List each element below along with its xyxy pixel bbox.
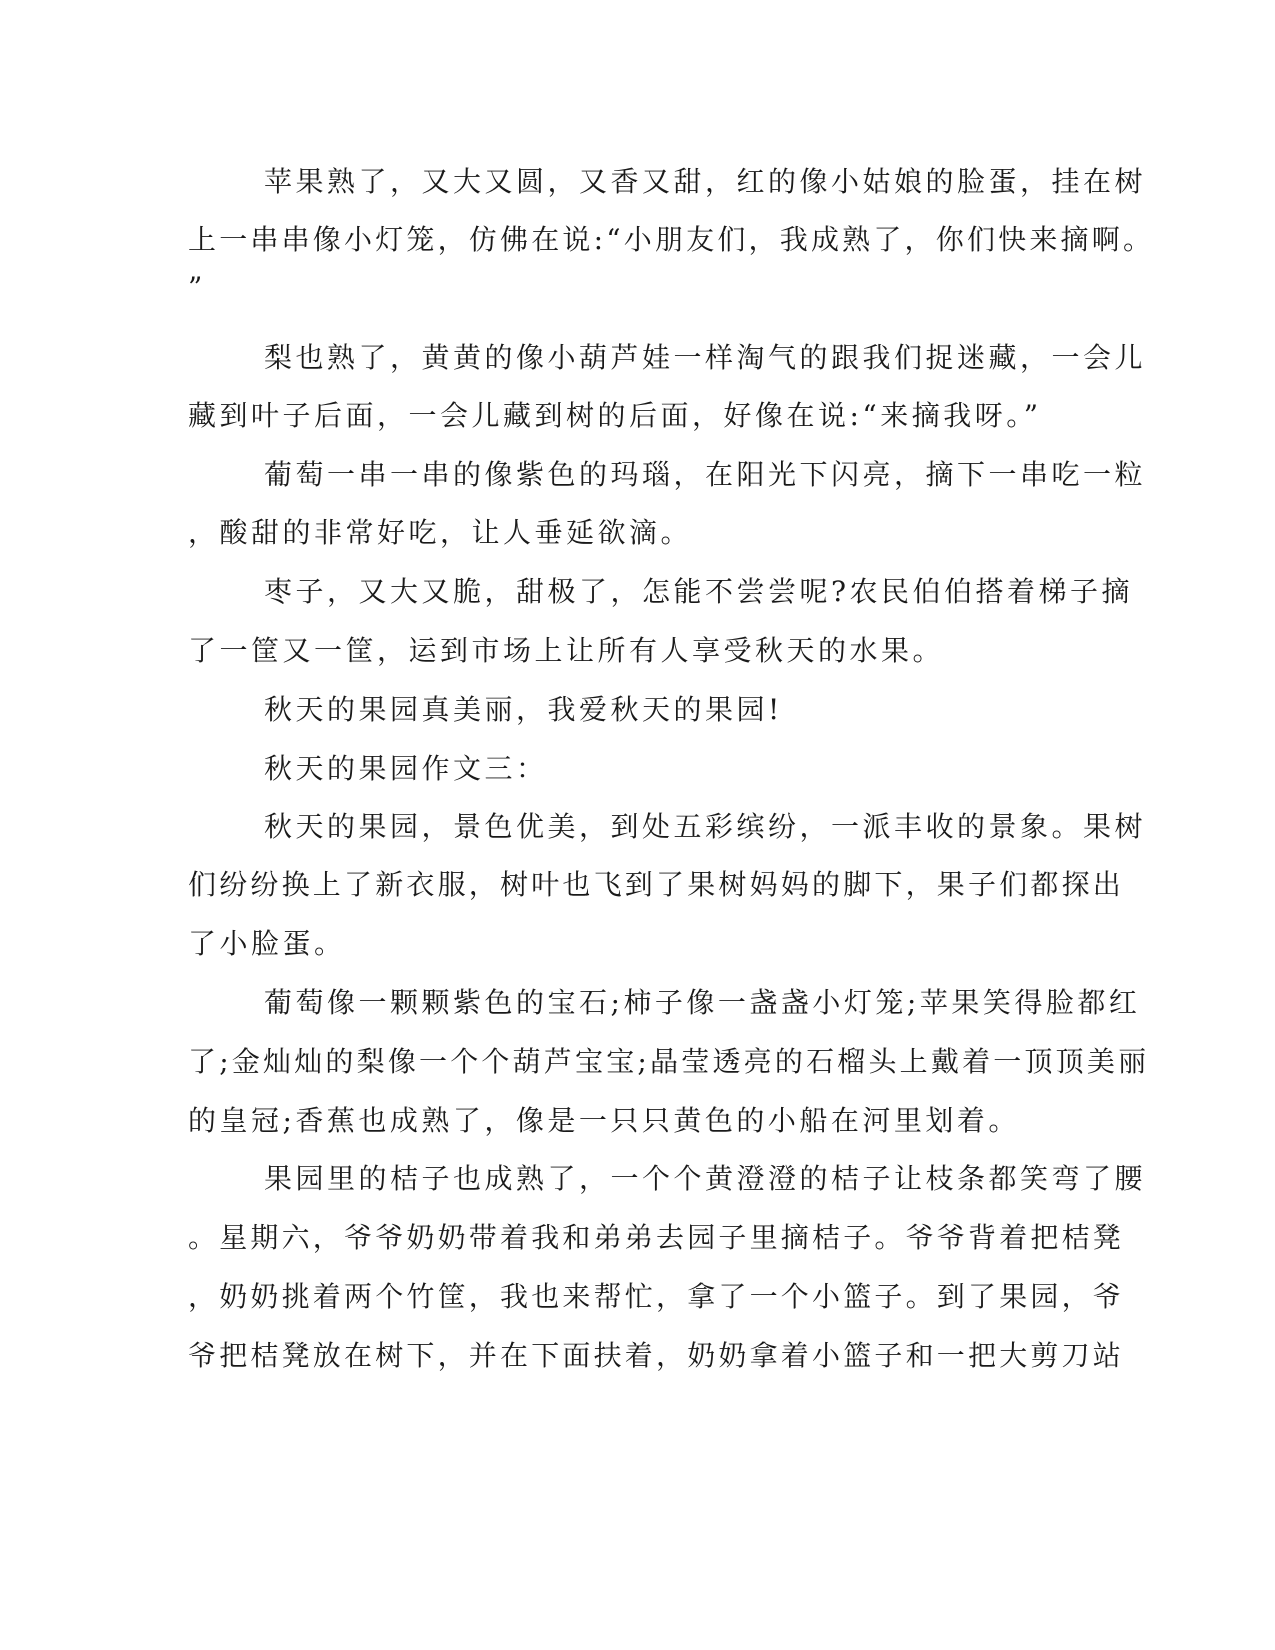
text-line: 了一筐又一筐，运到市场上让所有人享受秋天的水果。 [188, 634, 945, 667]
text-line: 藏到叶子后面，一会儿藏到树的后面，好像在说:“来摘我呀。” [188, 399, 1042, 432]
text-line: 梨也熟了，黄黄的像小葫芦娃一样淘气的跟我们捉迷藏，一会儿 [264, 341, 1147, 374]
text-line: 。星期六，爷爷奶奶带着我和弟弟去园子里摘桔子。爷爷背着把桔凳 [188, 1221, 1125, 1254]
text-line: 葡萄一串一串的像紫色的玛瑙，在阳光下闪亮，摘下一串吃一粒 [264, 458, 1147, 491]
text-line: 了;金灿灿的梨像一个个葫芦宝宝;晶莹透亮的石榴头上戴着一顶顶美丽 [188, 1045, 1150, 1078]
text-line: 果园里的桔子也成熟了，一个个黄澄澄的桔子让枝条都笑弯了腰 [264, 1162, 1147, 1195]
text-line: ，奶奶挑着两个竹筐，我也来帮忙，拿了一个小篮子。到了果园，爷 [188, 1280, 1125, 1313]
text-line: 上一串串像小灯笼，仿佛在说:“小朋友们，我成熟了，你们快来摘啊。 [188, 223, 1155, 256]
text-line: 秋天的果园真美丽，我爱秋天的果园! [264, 693, 783, 726]
text-line: 葡萄像一颗颗紫色的宝石;柿子像一盏盏小灯笼;苹果笑得脸都红 [264, 986, 1141, 1019]
text-line: 枣子，又大又脆，甜极了，怎能不尝尝呢?农民伯伯搭着梯子摘 [264, 575, 1134, 608]
text-line: 秋天的果园，景色优美，到处五彩缤纷，一派丰收的景象。果树 [264, 810, 1147, 843]
text-line: 了小脸蛋。 [188, 927, 346, 960]
text-line: 的皇冠;香蕉也成熟了，像是一只只黄色的小船在河里划着。 [188, 1104, 1020, 1137]
text-line: ” [188, 271, 203, 304]
text-line: 们纷纷换上了新衣服，树叶也飞到了果树妈妈的脚下，果子们都探出 [188, 868, 1125, 901]
section-heading: 秋天的果园作文三： [264, 752, 548, 785]
text-line: 爷把桔凳放在树下，并在下面扶着，奶奶拿着小篮子和一把大剪刀站 [188, 1339, 1125, 1372]
text-line: ，酸甜的非常好吃，让人垂延欲滴。 [188, 516, 693, 549]
text-line: 苹果熟了，又大又圆，又香又甜，红的像小姑娘的脸蛋，挂在树 [264, 165, 1147, 198]
